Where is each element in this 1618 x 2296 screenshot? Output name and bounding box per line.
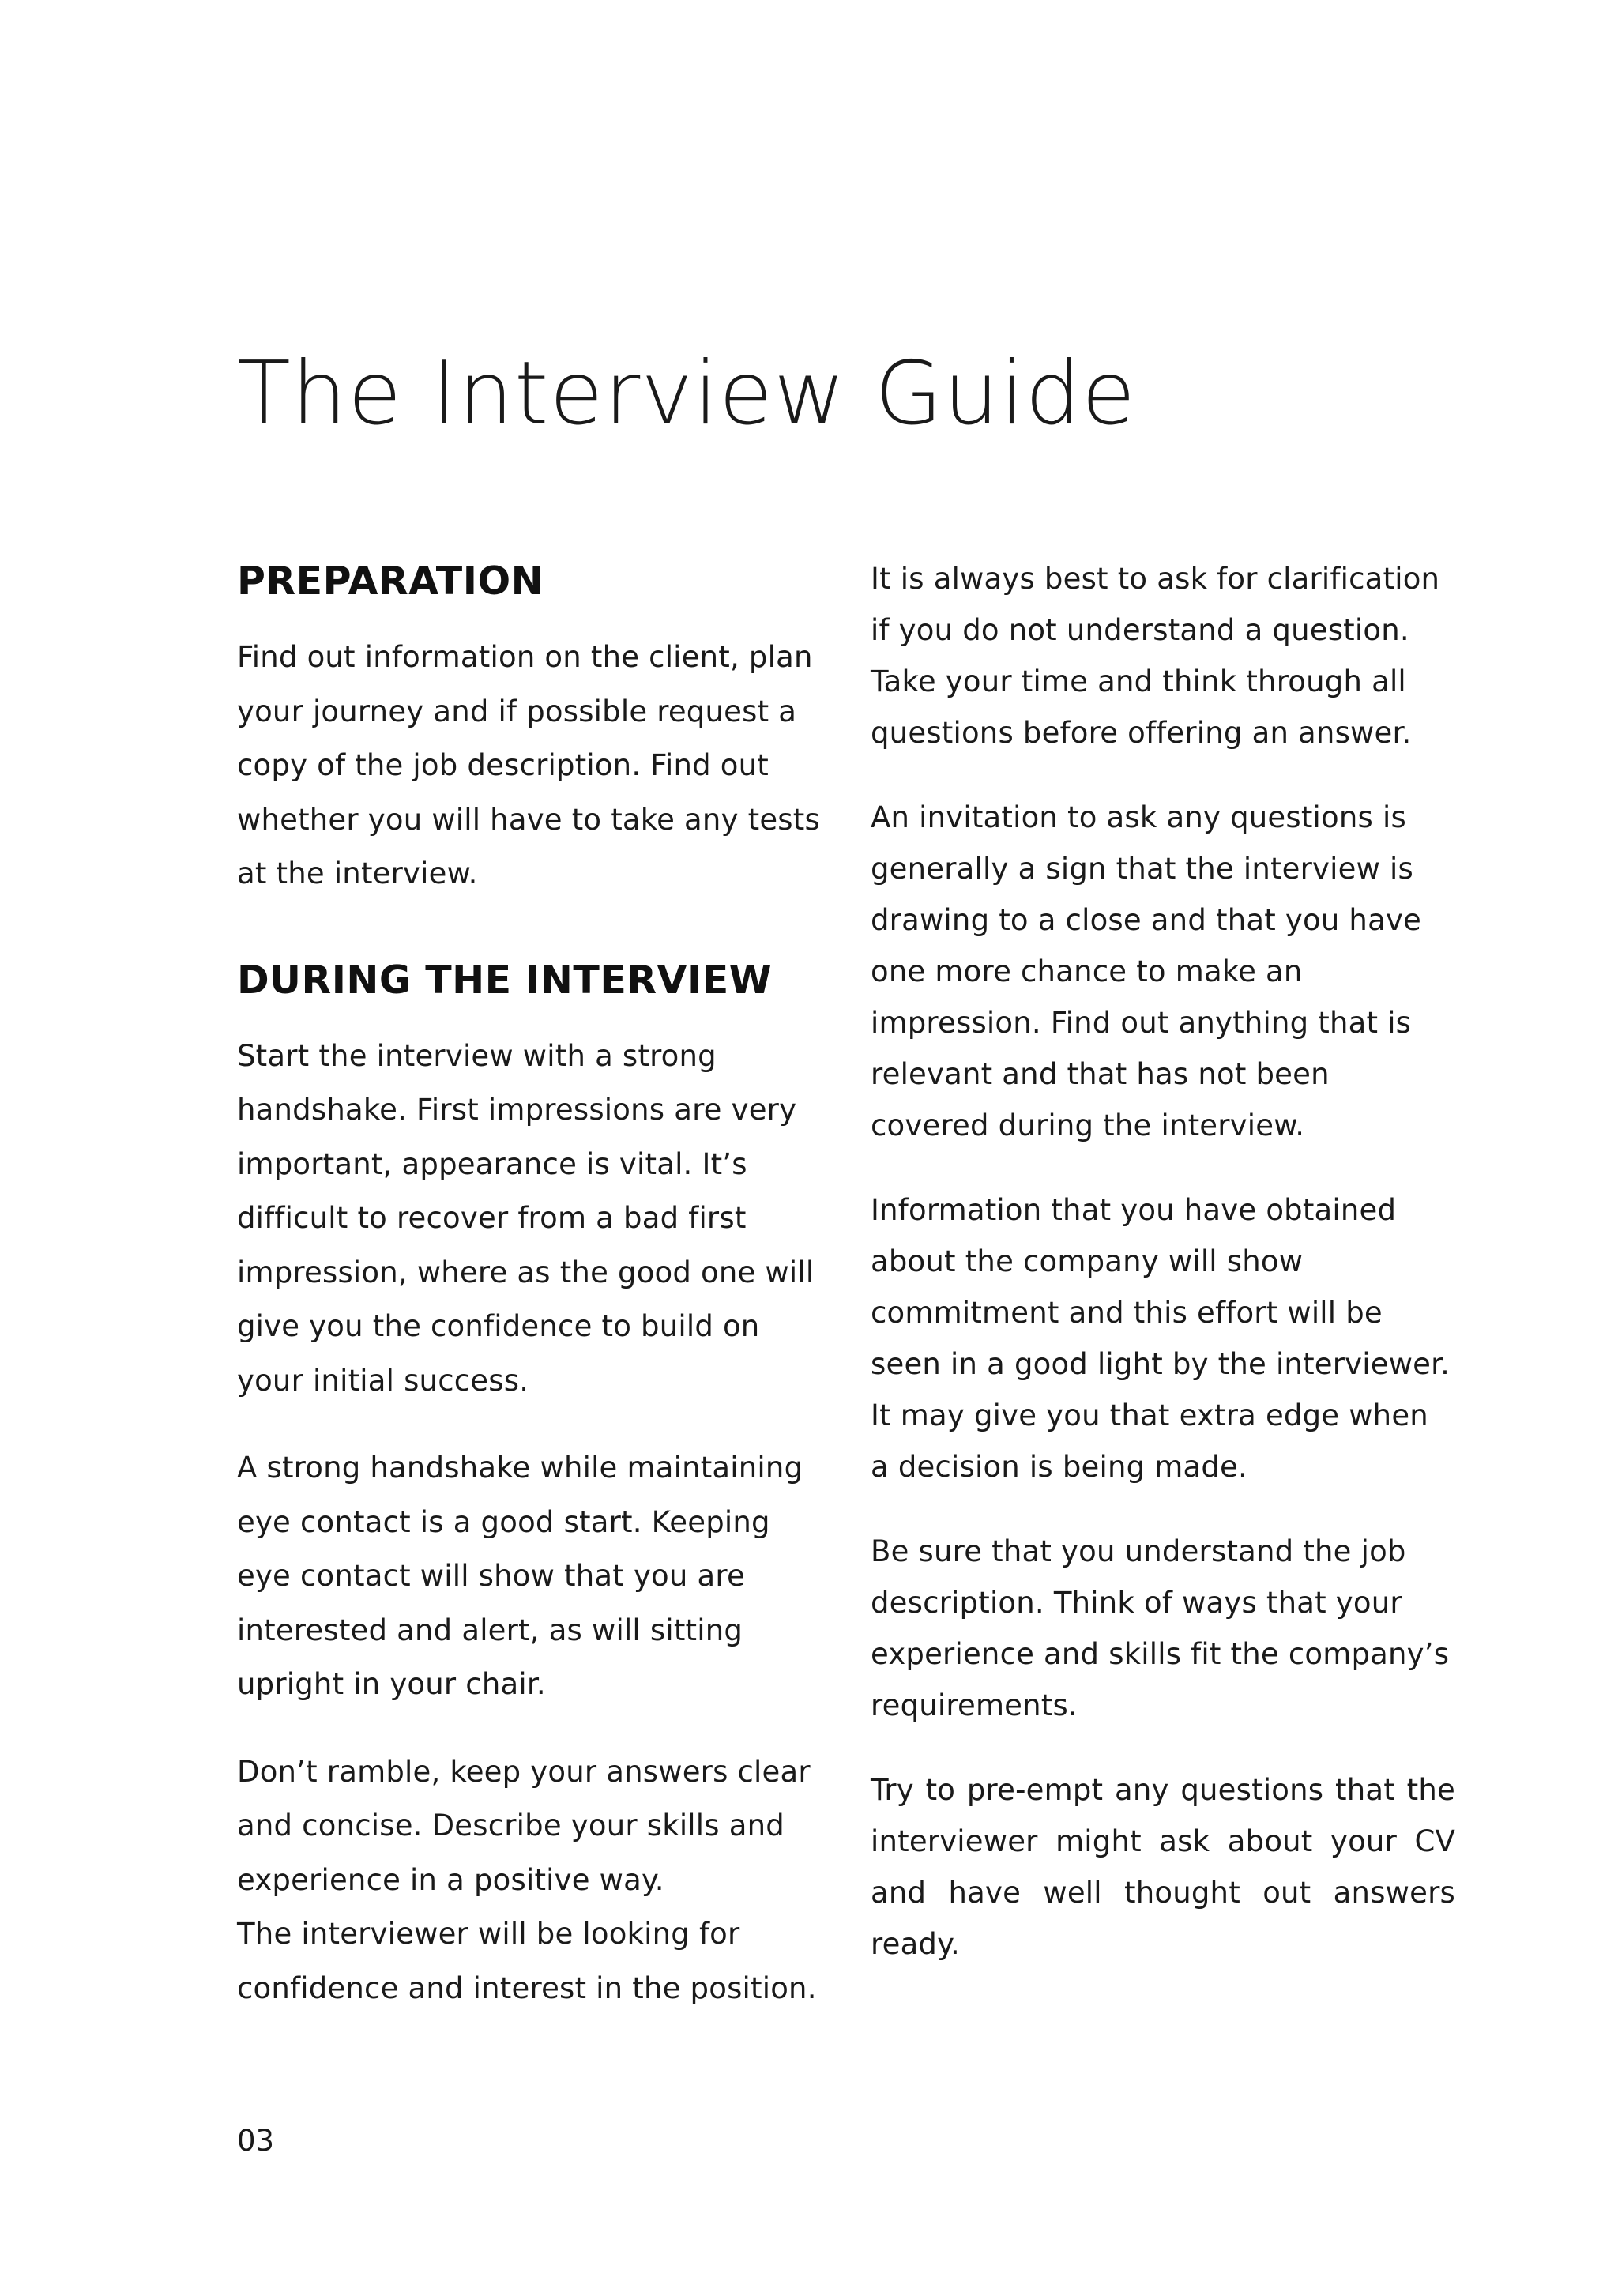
during-paragraph-eye-contact: A strong handshake while maintaining eye contact is a good start. Keeping eye contact will show that you are interested and alert, as will sitting upright in your chair. bbox=[237, 1451, 803, 1701]
during-paragraph-handshake: Start the interview with a strong handshake. First impressions are very important, appearance is vital. It’s difficult to recover from a bad first impression, where as the good one will give you the confidence to build on your initial success. bbox=[237, 1038, 815, 1398]
right-paragraph-job-description: Be sure that you understand the job description. Think of ways that your experience and skills fit the company’s requirements. bbox=[871, 1534, 1450, 1722]
during-interview-heading: DURING THE INTERVIEW bbox=[237, 957, 773, 1003]
during-paragraph-confidence: The interviewer will be looking for confidence and interest in the position. bbox=[237, 1917, 817, 2005]
right-paragraph-clarification: It is always best to ask for clarification if you do not understand a question. Take your time and think through all questions before offering an answer. bbox=[871, 562, 1440, 750]
right-paragraph-pre-empt: Try to pre-empt any questions that the interviewer might ask about your CV and have well thought out answers ready. bbox=[871, 1773, 1455, 1961]
preparation-paragraph: Find out information on the client, plan your journey and if possible request a copy of the job description. Find out whether you will have to take any tests at the interview. bbox=[237, 640, 820, 890]
page-title: The Interview Guide bbox=[237, 343, 1137, 445]
right-column bbox=[871, 553, 1455, 2003]
page-number: 03 bbox=[237, 2124, 275, 2158]
right-paragraph-questions: An invitation to ask any questions is generally a sign that the interview is drawing to a close and that you have one more chance to make an impression. Find out anything that is relevant and that has not been covered during the interview. bbox=[871, 800, 1422, 1142]
during-paragraph-ramble: Don’t ramble, keep your answers clear and concise. Describe your skills and experience in a positive way. bbox=[237, 1754, 811, 1897]
preparation-heading: PREPARATION bbox=[237, 559, 544, 604]
left-column bbox=[237, 553, 822, 2049]
right-paragraph-company-info: Information that you have obtained about the company will show commitment and this effort will be seen in a good light by the interviewer. It may give you that extra edge when a decision is being made. bbox=[871, 1193, 1451, 1484]
